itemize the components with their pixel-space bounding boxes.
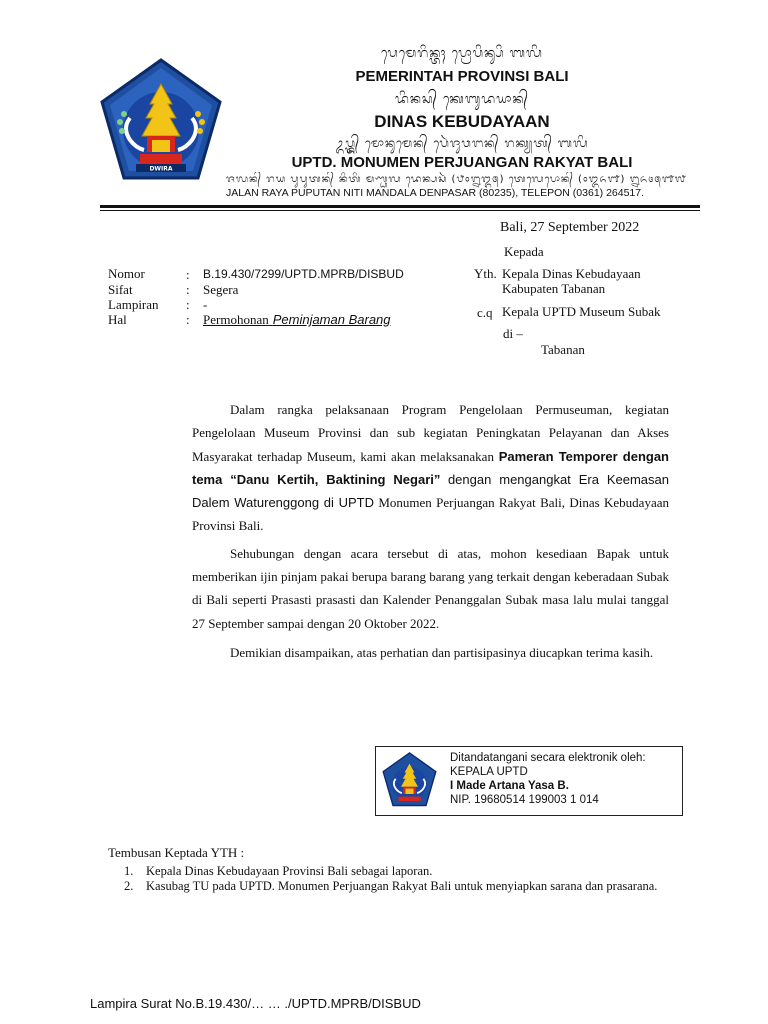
signature-emblem-logo <box>381 752 438 810</box>
exhibition-title: Pameran Temporer dengan tema “Danu Kertih, Baktining Negari” <box>192 448 670 487</box>
nomor-label: Nomor <box>108 266 145 281</box>
recipient-di: di – <box>503 326 523 341</box>
sifat-value: Segera <box>203 282 239 297</box>
electronic-signature-box <box>375 746 683 816</box>
signature-position: KEPALA UPTD <box>450 766 528 778</box>
sifat-label: Sifat <box>108 282 133 297</box>
recipient-line-1: Kepala Dinas Kebudayaan <box>502 266 641 281</box>
cc-item-2-number: 2. <box>124 879 134 893</box>
letterhead-divider-thin <box>100 210 700 211</box>
paragraph-1 <box>192 398 669 538</box>
balinese-script-line-4: ᬚᬮᬦ᭄ ᬭᬬ ᬧᬸᬧᬸᬢᬦ᭄ ᬦᬶᬢᬶ ᬫᬡ᭄ᬟᬮ ᬤᬾᬦ᭄ᬧᬲᬃ (᭘᭐᭒᭓᭕) ᬢᬾᬮᬾᬧᭀᬦ᭄ (᭐᭓᭖᭑) ᭒᭖᭔᭕᭑᭗ <box>226 174 687 185</box>
hal-value <box>203 311 391 329</box>
paragraph-1-intro: Dalam rangka pelaksanaan Program Pengelolaan Permuseuman, kegiatan Pengelolaan Museum Provinsi dan sub kegiatan Peningkatan Pelayanan dan Akses Masyarakat terhadap Museum, kami akan melaksanakan <box>192 402 669 464</box>
recipient-cq: c.q <box>477 305 493 320</box>
bali-province-emblem-logo <box>100 58 222 188</box>
letter-body <box>192 398 669 664</box>
hal-label: Hal <box>108 312 127 327</box>
lampiran-colon: : <box>186 297 190 312</box>
hal-colon: : <box>186 312 190 327</box>
signature-nip: NIP. 19680514 199003 1 014 <box>450 794 599 806</box>
unit-name: UPTD. MONUMEN PERJUANGAN RAKYAT BALI <box>291 154 633 171</box>
recipient-line-3: Kepala UPTD Museum Subak <box>502 304 661 319</box>
nomor-value: B.19.430/7299/UPTD.MPRB/DISBUD <box>203 267 404 281</box>
emblem-motto: DWIRA <box>149 165 173 173</box>
cc-item-2: Kasubag TU pada UPTD. Monumen Perjuangan Rakyat Bali untuk menyiapkan sarana dan prasarana. <box>146 879 658 893</box>
government-name: PEMERINTAH PROVINSI BALI <box>355 68 569 85</box>
paragraph-3: Demikian disampaikan, atas perhatian dan partisipasinya diucapkan terima kasih. <box>230 644 654 660</box>
nomor-colon: : <box>186 267 190 282</box>
letter-date: Bali, 27 September 2022 <box>500 220 640 235</box>
cc-item-1: Kepala Dinas Kebudayaan Provinsi Bali sebagai laporan. <box>146 864 433 878</box>
signature-caption: Ditandatangani secara elektronik oleh: <box>450 752 646 764</box>
lampiran-label: Lampiran <box>108 297 159 312</box>
cc-title: Tembusan Keptada YTH : <box>108 845 245 860</box>
letterhead-divider-thick <box>100 205 700 208</box>
signature-name: I Made Artana Yasa B. <box>450 780 569 792</box>
attachment-footer: Lampira Surat No.B.19.430/… … ./UPTD.MPRB/DISBUD <box>90 996 421 1011</box>
balinese-script-line-1: ᬧᬾᬫᬾᬭᬶᬦ᭄ᬢᬄ ᬧ᭄ᬭᭀᬧᬶᬦ᭄ᬲᬶ ᬩᬮᬶ <box>381 46 543 61</box>
paragraph-1-end: Monumen Perjuangan Rakyat Bali, Dinas Kebudayaan Provinsi Bali. <box>192 495 669 534</box>
balinese-script-line-3: ᬉᬧ᭄ᬢ᭄ᬤ᭄ ᬫᭀᬦᬸᬫᬾᬦ᭄ ᬧᬾᬃᬚᬸᬯᬗᬦ᭄ ᬭᬓ᭄ᬬᬢ᭄ ᬩᬮᬶ <box>335 136 589 150</box>
office-name: DINAS KEBUDAYAAN <box>374 112 550 131</box>
balinese-script-line-2: ᬤᬶᬦᬲ᭄ ᬓᬾᬩᬸᬤᬬᬵᬦ᭄ <box>394 92 530 107</box>
recipient-kepada: Kepada <box>504 244 544 259</box>
recipient-line-2: Kabupaten Tabanan <box>502 281 606 296</box>
paragraph-1-theme: dengan mengangkat Era Keemasan Dalem Waturenggong di UPTD <box>192 471 669 511</box>
hal-value-part-2: Peminjaman Barang <box>272 312 391 327</box>
office-address: JALAN RAYA PUPUTAN NITI MANDALA DENPASAR (80235), TELEPON (0361) 264517. <box>226 187 645 199</box>
hal-value-part-1: Permohonan <box>203 312 269 327</box>
recipient-yth: Yth. <box>474 266 497 281</box>
recipient-city: Tabanan <box>541 342 585 357</box>
paragraph-2: Sehubungan dengan acara tersebut di atas, mohon kesediaan Bapak untuk memberikan ijin pinjam pakai berupa barang barang yang terkait dengan keberadaan Subak di Bali seperti Prasasti prasasti dan Kalender Penanggalan Subak masa lalu mulai tanggal 27 September sampai dengan 20 Oktober 2022. <box>192 545 669 631</box>
lampiran-value: - <box>203 297 208 312</box>
sifat-colon: : <box>186 282 190 297</box>
cc-item-1-number: 1. <box>124 864 134 878</box>
